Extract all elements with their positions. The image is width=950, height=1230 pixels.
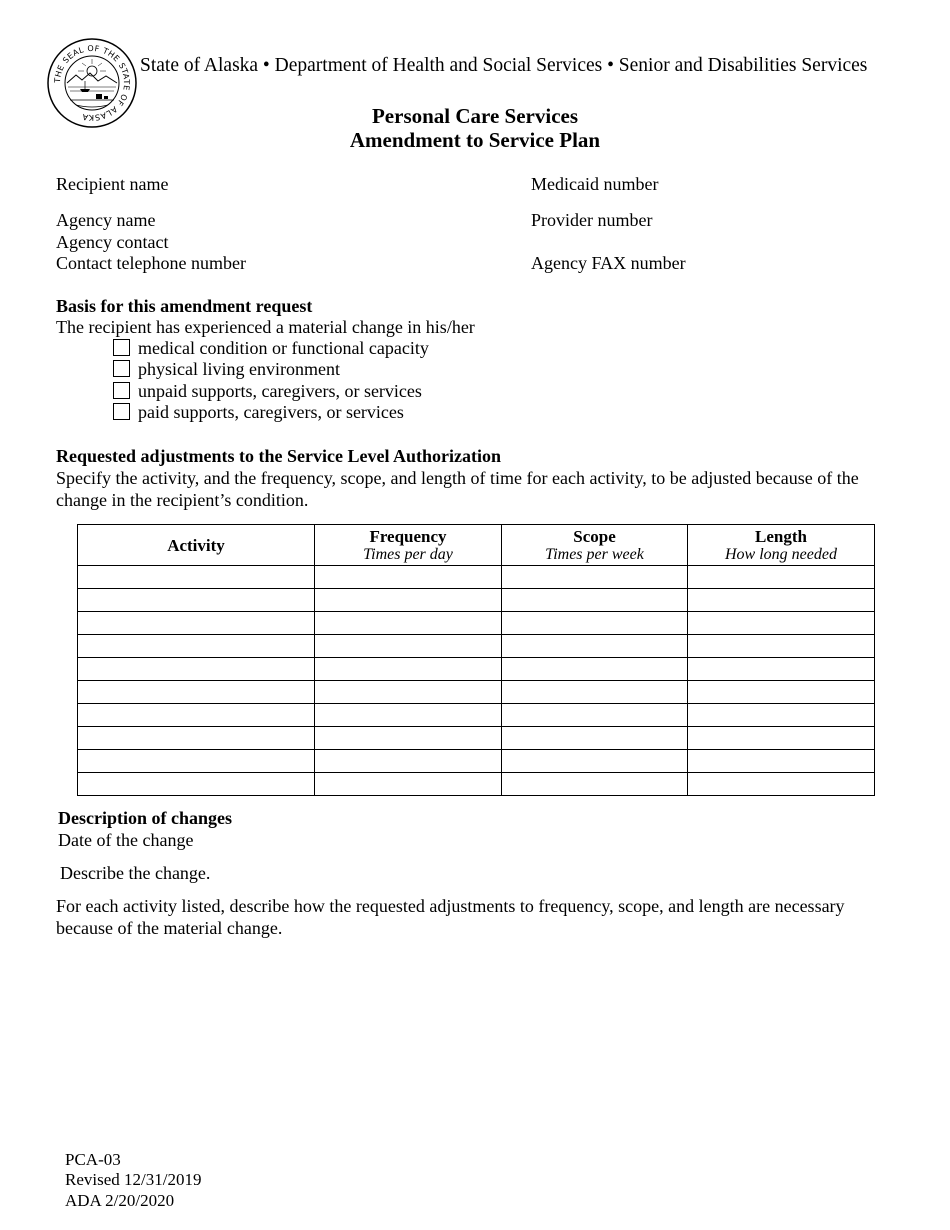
- basis-intro: The recipient has experienced a material change in his/her: [56, 317, 475, 337]
- option-unpaid-supports-label: unpaid supports, caregivers, or services: [138, 381, 422, 401]
- option-medical-condition-label: medical condition or functional capacity: [138, 338, 429, 358]
- seal-text: THE SEAL OF THE STATE OF ALASKA: [52, 43, 132, 123]
- agency-contact-label: Agency contact: [56, 232, 169, 252]
- department-header: State of Alaska • Department of Health and Social Services • Senior and Disabilities Services: [140, 55, 868, 76]
- form-id: PCA-03: [65, 1150, 121, 1169]
- activity-cell[interactable]: [78, 566, 315, 589]
- column-frequency: Frequency Times per day: [315, 525, 502, 566]
- date-of-change-label: Date of the change: [58, 830, 194, 850]
- table-row: [78, 750, 875, 773]
- table-row: [78, 681, 875, 704]
- ada-date: ADA 2/20/2020: [65, 1191, 175, 1210]
- adjustments-instructions: Specify the activity, and the frequency, scope, and length of time for each activity, to be adjusted because of the change in the recipient’s condition.: [56, 468, 859, 510]
- length-cell[interactable]: [688, 589, 875, 612]
- checkbox-medical-condition[interactable]: [113, 339, 130, 356]
- frequency-cell[interactable]: [315, 773, 502, 796]
- description-heading: Description of changes: [58, 808, 232, 828]
- frequency-cell[interactable]: [315, 704, 502, 727]
- activity-cell[interactable]: [78, 727, 315, 750]
- length-cell[interactable]: [688, 635, 875, 658]
- provider-number-label: Provider number: [531, 210, 653, 230]
- page-subtitle: Amendment to Service Plan: [349, 128, 601, 152]
- frequency-cell[interactable]: [315, 658, 502, 681]
- option-physical-environment-label: physical living environment: [138, 359, 340, 379]
- agency-fax-label: Agency FAX number: [531, 253, 686, 273]
- frequency-cell[interactable]: [315, 750, 502, 773]
- revised-date: Revised 12/31/2019: [65, 1170, 202, 1189]
- table-row: [78, 773, 875, 796]
- table-row: [78, 727, 875, 750]
- frequency-cell[interactable]: [315, 566, 502, 589]
- checkbox-unpaid-supports[interactable]: [113, 382, 130, 399]
- checkbox-paid-supports[interactable]: [113, 403, 130, 420]
- length-cell[interactable]: [688, 681, 875, 704]
- length-cell[interactable]: [688, 750, 875, 773]
- scope-cell[interactable]: [502, 589, 688, 612]
- activity-cell[interactable]: [78, 635, 315, 658]
- activity-cell[interactable]: [78, 681, 315, 704]
- length-cell[interactable]: [688, 612, 875, 635]
- table-row: [78, 589, 875, 612]
- frequency-cell[interactable]: [315, 681, 502, 704]
- frequency-cell[interactable]: [315, 589, 502, 612]
- length-cell[interactable]: [688, 566, 875, 589]
- scope-cell[interactable]: [502, 635, 688, 658]
- column-scope: Scope Times per week: [502, 525, 688, 566]
- table-row: [78, 566, 875, 589]
- scope-cell[interactable]: [502, 658, 688, 681]
- length-cell[interactable]: [688, 727, 875, 750]
- activity-cell[interactable]: [78, 612, 315, 635]
- adjustments-table: [77, 524, 875, 796]
- option-paid-supports-label: paid supports, caregivers, or services: [138, 402, 404, 422]
- activity-cell[interactable]: [78, 589, 315, 612]
- table-row: [78, 658, 875, 681]
- scope-cell[interactable]: [502, 750, 688, 773]
- table-row: [78, 612, 875, 635]
- activity-cell[interactable]: [78, 704, 315, 727]
- scope-cell[interactable]: [502, 704, 688, 727]
- column-length: Length How long needed: [688, 525, 875, 566]
- recipient-name-label: Recipient name: [56, 174, 169, 194]
- basis-heading: Basis for this amendment request: [56, 296, 313, 316]
- frequency-cell[interactable]: [315, 612, 502, 635]
- activity-cell[interactable]: [78, 750, 315, 773]
- table-row: [78, 635, 875, 658]
- scope-cell[interactable]: [502, 681, 688, 704]
- describe-change-label: Describe the change.: [60, 863, 211, 883]
- length-cell[interactable]: [688, 658, 875, 681]
- activity-cell[interactable]: [78, 658, 315, 681]
- scope-cell[interactable]: [502, 566, 688, 589]
- activity-cell[interactable]: [78, 773, 315, 796]
- page-title: Personal Care Services: [371, 104, 579, 128]
- contact-telephone-label: Contact telephone number: [56, 253, 246, 273]
- adjustments-heading: Requested adjustments to the Service Level Authorization: [56, 446, 501, 466]
- scope-cell[interactable]: [502, 773, 688, 796]
- frequency-cell[interactable]: [315, 635, 502, 658]
- table-header-row: [78, 525, 875, 566]
- scope-cell[interactable]: [502, 727, 688, 750]
- length-cell[interactable]: [688, 773, 875, 796]
- medicaid-number-label: Medicaid number: [531, 174, 659, 194]
- activity-justification-label: For each activity listed, describe how the requested adjustments to frequency, scope, and length are necessary because of the material change.: [56, 896, 845, 938]
- checkbox-physical-environment[interactable]: [113, 360, 130, 377]
- frequency-cell[interactable]: [315, 727, 502, 750]
- length-cell[interactable]: [688, 704, 875, 727]
- agency-name-label: Agency name: [56, 210, 156, 230]
- table-row: [78, 704, 875, 727]
- scope-cell[interactable]: [502, 612, 688, 635]
- column-activity: Activity: [78, 525, 315, 566]
